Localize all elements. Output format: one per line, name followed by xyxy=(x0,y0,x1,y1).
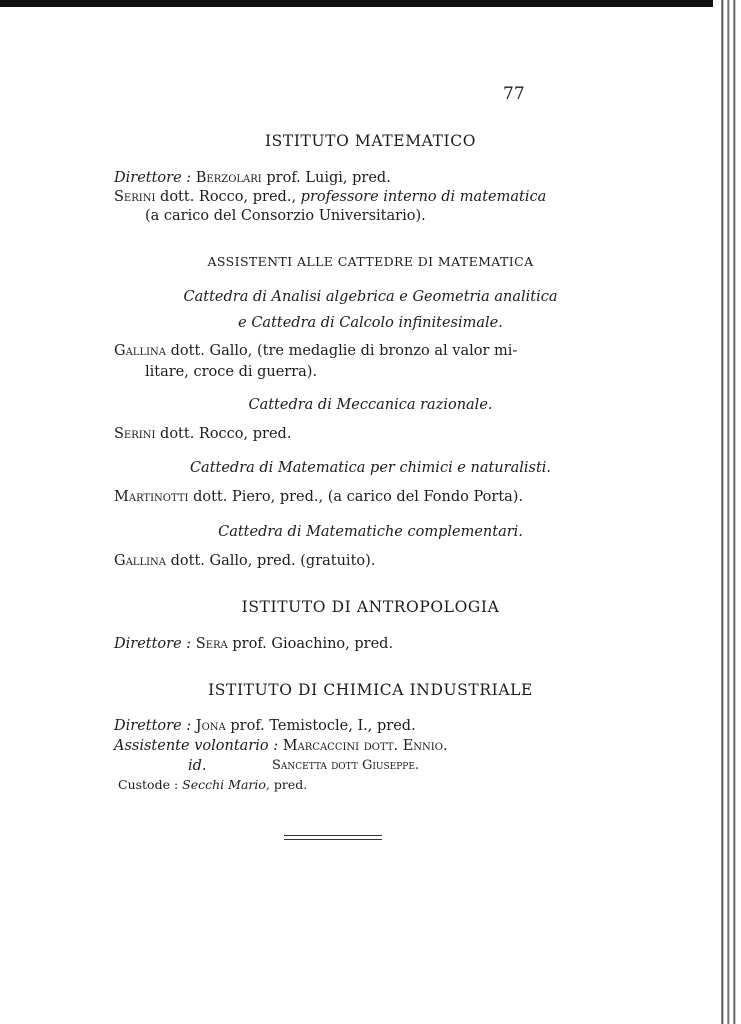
heading-istituto-chimica: ISTITUTO DI CHIMICA INDUSTRIALE xyxy=(208,681,533,699)
direttore-label-antropologia: Direttore : xyxy=(114,636,192,652)
serini-entry xyxy=(114,189,546,205)
custode-name: Secchi Mario, xyxy=(182,777,270,792)
direttore-label-chimica: Direttore : xyxy=(114,718,192,734)
cattedra-analisi: Cattedra di Analisi algebrica e Geometria analitica xyxy=(183,289,558,305)
closing-rule-bottom xyxy=(284,839,382,840)
closing-rule-top xyxy=(284,835,382,836)
direttore-details-chimica: prof. Temistocle, I., pred. xyxy=(230,718,416,734)
assistente-volontario-entry xyxy=(114,738,448,754)
sancetta-entry xyxy=(272,758,419,773)
scan-right-edge xyxy=(713,0,741,1024)
serini-details-2: dott. Rocco, pred. xyxy=(160,426,292,442)
gallina-details: dott. Gallo, (tre medaglie di bronzo al valor mi- xyxy=(170,343,518,359)
direttore-name-antropologia: Sera xyxy=(195,636,228,652)
gallina-name-2: Gallina xyxy=(114,553,167,569)
custode-details: pred. xyxy=(273,777,308,792)
direttore-chimica xyxy=(114,718,416,734)
direttore-label: Direttore : xyxy=(114,170,192,186)
heading-istituto-matematico: ISTITUTO MATEMATICO xyxy=(264,132,477,150)
serini-entry-2 xyxy=(114,426,291,442)
sancetta-details: dott Giuseppe. xyxy=(331,758,420,773)
custode-entry xyxy=(118,777,307,792)
cattedra-meccanica: Cattedra di Meccanica razionale. xyxy=(248,397,493,413)
direttore-details: prof. Luigi, pred. xyxy=(266,170,391,186)
assistente-name: Marcaccini xyxy=(282,738,360,754)
direttore-details-antropologia: prof. Gioachino, pred. xyxy=(232,636,394,652)
heading-assistenti: ASSISTENTI ALLE CATTEDRE DI MATEMATICA xyxy=(207,254,534,269)
serini-role: professore interno di matematica xyxy=(300,189,547,205)
serini-name: Serini xyxy=(114,189,156,205)
cattedra-matematica-chimici: Cattedra di Matematica per chimici e naturalisti. xyxy=(189,460,552,476)
id-label: id. xyxy=(188,758,207,774)
page-number: 77 xyxy=(503,84,525,104)
assistente-details: dott. Ennio. xyxy=(363,738,448,754)
serini-name-2: Serini xyxy=(114,426,156,442)
martinotti-details: dott. Piero, pred., (a carico del Fondo Porta). xyxy=(193,489,524,505)
martinotti-entry xyxy=(114,489,523,505)
gallina-details-2: dott. Gallo, pred. (gratuito). xyxy=(170,553,376,569)
heading-istituto-antropologia: ISTITUTO DI ANTROPOLOGIA xyxy=(241,598,500,616)
scan-top-edge xyxy=(0,0,741,7)
serini-continuation: (a carico del Consorzio Universitario). xyxy=(145,208,426,224)
sancetta-name: Sancetta xyxy=(272,758,327,773)
cattedra-complementari: Cattedra di Matematiche complementari. xyxy=(218,524,523,540)
serini-details: dott. Rocco, pred., xyxy=(160,189,297,205)
gallina-entry-1 xyxy=(114,343,517,359)
direttore-antropologia xyxy=(114,636,393,652)
direttore-name-chimica: Jona xyxy=(195,718,226,734)
custode-label: Custode : xyxy=(118,777,179,792)
gallina-continuation: litare, croce di guerra). xyxy=(145,364,318,380)
assistente-label: Assistente volontario : xyxy=(114,738,279,754)
cattedra-calcolo: e Cattedra di Calcolo infinitesimale. xyxy=(238,315,503,331)
gallina-name: Gallina xyxy=(114,343,167,359)
martinotti-name: Martinotti xyxy=(114,489,189,505)
direttore-matematico xyxy=(114,170,391,186)
gallina-entry-2 xyxy=(114,553,375,569)
direttore-name: Berzolari xyxy=(195,170,262,186)
